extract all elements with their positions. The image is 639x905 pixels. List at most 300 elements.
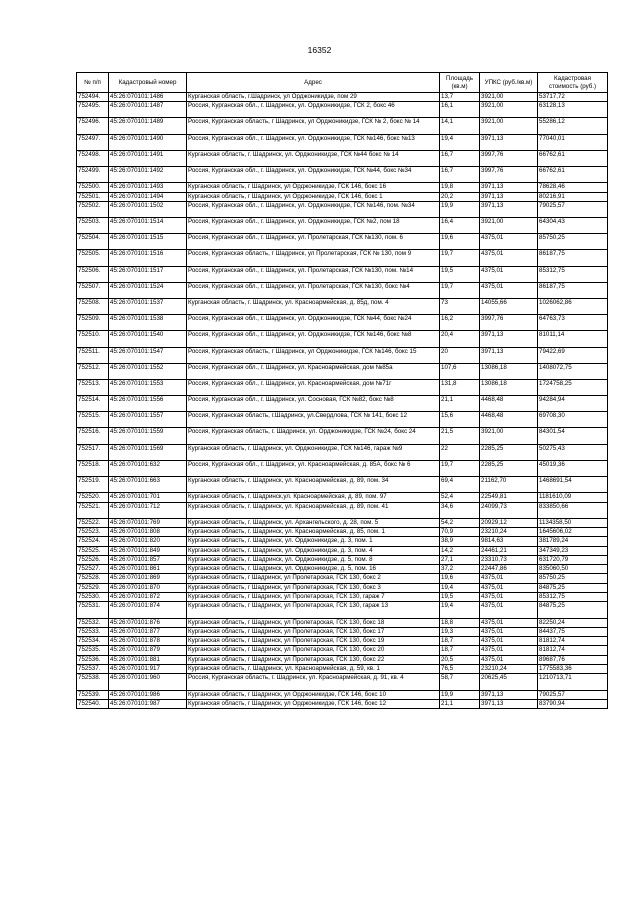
cell-area: 131,8 <box>440 379 480 395</box>
table-row <box>77 518 608 527</box>
cell-cadastral: 45:26:070101:1524 <box>109 282 187 298</box>
cell-area: 22 <box>440 444 480 460</box>
cell-upks: 3997,76 <box>480 150 538 166</box>
cell-cadastral: 45:26:070101:857 <box>109 555 187 564</box>
cell-cost: 1134358,50 <box>538 518 608 527</box>
cell-cadastral: 45:26:070101:870 <box>109 583 187 592</box>
table-row <box>77 183 608 192</box>
cell-num: 752521. <box>77 502 109 518</box>
table-row <box>77 477 608 493</box>
cell-cadastral: 45:26:070101:874 <box>109 602 187 618</box>
cell-area: 13,7 <box>440 93 480 102</box>
cell-upks: 23210,24 <box>480 665 538 674</box>
table-row <box>77 699 608 708</box>
cell-cadastral: 45:26:070101:1553 <box>109 379 187 395</box>
cell-upks: 4375,01 <box>480 266 538 282</box>
cell-address: Курганская область, г Шадринск, ул Пролетарская, ГСК 130, бокс 17 <box>187 627 440 636</box>
cell-cost: 1408072,75 <box>538 363 608 379</box>
cell-cost: 631720,79 <box>538 555 608 564</box>
cell-upks: 4375,01 <box>480 593 538 602</box>
cell-cadastral: 45:26:070101:1502 <box>109 201 187 217</box>
cell-cost: 82250,24 <box>538 618 608 627</box>
cell-cost: 79025,57 <box>538 201 608 217</box>
cell-area: 19,6 <box>440 234 480 250</box>
cell-area: 73 <box>440 298 480 314</box>
cell-cost: 86187,75 <box>538 250 608 266</box>
cell-address: Курганская область, г. Шадринск, ул. Красноармейская, д. 89, пом. 34 <box>187 477 440 493</box>
cell-upks: 20929,12 <box>480 518 538 527</box>
cell-address: Курганская область, г Шадринск, ул Пролетарская, ГСК 130, гараж 7 <box>187 593 440 602</box>
cell-upks: 3921,00 <box>480 118 538 134</box>
table-row <box>77 574 608 583</box>
cell-address: Россия, Курганская область, г Шадринск, ул Орджоникидзе, ГСК №146, бокс 15 <box>187 347 440 363</box>
cell-cost: 1645606,02 <box>538 527 608 536</box>
cell-area: 19,9 <box>440 690 480 699</box>
cell-address: Россия, Курганская обл., г. Шадринск, ул. Орджоникидзе, ГСК №2, пом 18 <box>187 218 440 234</box>
cell-address: Россия, Курганская область, г. Шадринск, ул. Орджоникидзе, ГСК №24, бокс 24 <box>187 428 440 444</box>
cell-area: 21,1 <box>440 396 480 412</box>
cell-address: Россия, Курганская обл., г. Шадринск, ул. Пролетарская, ГСК №130, бокс №4 <box>187 282 440 298</box>
cell-cost: 80216,91 <box>538 192 608 201</box>
cell-upks: 3971,13 <box>480 699 538 708</box>
cell-area: 21,5 <box>440 428 480 444</box>
cell-area: 52,4 <box>440 493 480 502</box>
cell-num: 752520. <box>77 493 109 502</box>
table-row <box>77 546 608 555</box>
cell-num: 752517. <box>77 444 109 460</box>
table-row <box>77 218 608 234</box>
cell-num: 752495. <box>77 102 109 118</box>
cell-upks: 3971,13 <box>480 183 538 192</box>
cell-num: 752508. <box>77 298 109 314</box>
cell-cost: 64304,43 <box>538 218 608 234</box>
table-row <box>77 460 608 476</box>
cell-address: Курганская область, г. Шадринск, ул. Орджоникидзе, ГСК №146, гараж №9 <box>187 444 440 460</box>
cell-cost: 85750,25 <box>538 234 608 250</box>
cell-area: 16,4 <box>440 218 480 234</box>
cell-num: 752530. <box>77 593 109 602</box>
table-row <box>77 150 608 166</box>
table-row <box>77 583 608 592</box>
cell-address: Россия, Курганская область, г. Шадринск, ул. Красноармейская, д. 91, кв. 4 <box>187 674 440 690</box>
cell-cost: 50275,43 <box>538 444 608 460</box>
cell-cadastral: 45:26:070101:1516 <box>109 250 187 266</box>
cell-upks: 3921,00 <box>480 428 538 444</box>
header-area: Площадь (кв.м) <box>440 73 480 93</box>
cell-upks: 3997,76 <box>480 315 538 331</box>
cell-cost: 66762,61 <box>538 167 608 183</box>
cell-cadastral: 45:26:070101:869 <box>109 574 187 583</box>
table-row <box>77 602 608 618</box>
table-row <box>77 315 608 331</box>
table-row <box>77 102 608 118</box>
cell-cadastral: 45:26:070101:878 <box>109 637 187 646</box>
cell-area: 19,7 <box>440 282 480 298</box>
cell-num: 752512. <box>77 363 109 379</box>
cell-upks: 4375,01 <box>480 250 538 266</box>
cell-upks: 22447,86 <box>480 565 538 574</box>
cell-cadastral: 45:26:070101:872 <box>109 593 187 602</box>
cell-upks: 21162,70 <box>480 477 538 493</box>
cell-upks: 4375,01 <box>480 637 538 646</box>
cell-cost: 85312,75 <box>538 593 608 602</box>
cell-cost: 83790,94 <box>538 699 608 708</box>
cell-cost: 381789,24 <box>538 537 608 546</box>
cell-cost: 835060,50 <box>538 565 608 574</box>
table-row <box>77 665 608 674</box>
cell-upks: 4375,01 <box>480 583 538 592</box>
cell-cadastral: 45:26:070101:1493 <box>109 183 187 192</box>
cell-address: Россия, Курганская обл., г. Шадринск, ул. Сосновая, ГСК №82, бокс №8 <box>187 396 440 412</box>
table-row <box>77 201 608 217</box>
table-row <box>77 379 608 395</box>
cell-upks: 23310,73 <box>480 555 538 564</box>
cell-address: Курганская область, г.Шадринск, ул Орджоникидзе, пом 29 <box>187 93 440 102</box>
cell-num: 752498. <box>77 150 109 166</box>
cell-cadastral: 45:26:070101:986 <box>109 690 187 699</box>
cell-area: 76,5 <box>440 665 480 674</box>
table-row <box>77 167 608 183</box>
cell-cadastral: 45:26:070101:876 <box>109 618 187 627</box>
cell-address: Россия, Курганская обл., г. Шадринск, ул. Красноармейская, д. 85А, бокс № 6 <box>187 460 440 476</box>
cell-num: 752524. <box>77 537 109 546</box>
table-row <box>77 192 608 201</box>
cell-cost: 85312,75 <box>538 266 608 282</box>
cell-cadastral: 45:26:070101:1490 <box>109 134 187 150</box>
cell-upks: 4375,01 <box>480 234 538 250</box>
cell-num: 752494. <box>77 93 109 102</box>
cell-cost: 347349,23 <box>538 546 608 555</box>
cell-area: 18,8 <box>440 618 480 627</box>
cell-upks: 4375,01 <box>480 627 538 636</box>
cell-area: 19,5 <box>440 593 480 602</box>
cell-cadastral: 45:26:070101:849 <box>109 546 187 555</box>
cell-cadastral: 45:26:070101:1547 <box>109 347 187 363</box>
cell-area: 18,7 <box>440 646 480 655</box>
cell-area: 19,3 <box>440 627 480 636</box>
cell-cost: 89687,76 <box>538 655 608 664</box>
cell-address: Россия, Курганская обл., г. Шадринск, ул. Орджоникидзе, ГСК 2, бокс 46 <box>187 102 440 118</box>
cell-area: 16,1 <box>440 102 480 118</box>
cell-area: 20,5 <box>440 655 480 664</box>
cell-cost: 84437,75 <box>538 627 608 636</box>
cell-address: Курганская область, г Шадринск, ул Пролетарская, ГСК 130, бокс 3 <box>187 583 440 592</box>
cell-area: 107,6 <box>440 363 480 379</box>
cell-cadastral: 45:26:070101:820 <box>109 537 187 546</box>
cell-upks: 2285,25 <box>480 460 538 476</box>
cell-area: 19,6 <box>440 574 480 583</box>
cell-upks: 9814,63 <box>480 537 538 546</box>
cell-upks: 14055,66 <box>480 298 538 314</box>
cell-num: 752503. <box>77 218 109 234</box>
table-row <box>77 502 608 518</box>
cell-num: 752529. <box>77 583 109 592</box>
cell-num: 752528. <box>77 574 109 583</box>
cell-num: 752532. <box>77 618 109 627</box>
cell-num: 752533. <box>77 627 109 636</box>
cell-cost: 1468691,54 <box>538 477 608 493</box>
table-row <box>77 347 608 363</box>
table-body <box>77 93 608 709</box>
cell-cadastral: 45:26:070101:1569 <box>109 444 187 460</box>
cell-num: 752527. <box>77 565 109 574</box>
cell-upks: 13086,18 <box>480 363 538 379</box>
cell-cost: 64763,73 <box>538 315 608 331</box>
table-row <box>77 282 608 298</box>
cell-num: 752497. <box>77 134 109 150</box>
cell-cadastral: 45:26:070101:1556 <box>109 396 187 412</box>
cell-cost: 84301,54 <box>538 428 608 444</box>
cell-num: 752534. <box>77 637 109 646</box>
cell-num: 752516. <box>77 428 109 444</box>
cell-address: Россия, Курганская область, г.Шадринск, ул.Свердлова, ГСК № 141, бокс 12 <box>187 412 440 428</box>
cell-address: Курганская область, г. Шадринск, ул. Орджоникидзе, ГСК №44 бокс № 14 <box>187 150 440 166</box>
cell-address: Курганская область, г Шадринск, ул Пролетарская, ГСК 130, гараж 13 <box>187 602 440 618</box>
table-row <box>77 266 608 282</box>
cell-cadastral: 45:26:070101:1557 <box>109 412 187 428</box>
cell-address: Россия, Курганская область, г Шадринск, ул Орджоникидзе, ГСК № 2, бокс № 14 <box>187 118 440 134</box>
cell-cadastral: 45:26:070101:960 <box>109 674 187 690</box>
cell-area: 19,8 <box>440 183 480 192</box>
cell-cost: 79422,69 <box>538 347 608 363</box>
cell-cost: 79025,57 <box>538 690 608 699</box>
cell-cost: 66762,61 <box>538 150 608 166</box>
cell-address: Курганская область, г. Шадринск, ул. Орджоникидзе, д. 5, пом. 8 <box>187 555 440 564</box>
cell-address: Курганская область, г Шадринск, ул Пролетарская, ГСК 130, бокс 19 <box>187 637 440 646</box>
cell-cadastral: 45:26:070101:1489 <box>109 118 187 134</box>
cell-num: 752511. <box>77 347 109 363</box>
cell-num: 752510. <box>77 331 109 347</box>
cell-upks: 20625,45 <box>480 674 538 690</box>
page-number: 16352 <box>307 45 332 55</box>
cell-address: Курганская область, г Шадринск, ул Пролетарская, ГСК 130, бокс 22 <box>187 655 440 664</box>
cell-cost: 1181610,09 <box>538 493 608 502</box>
cell-num: 752537. <box>77 665 109 674</box>
table-row <box>77 674 608 690</box>
cell-cost: 81812,74 <box>538 637 608 646</box>
table-row <box>77 527 608 536</box>
cell-cadastral: 45:26:070101:1486 <box>109 93 187 102</box>
cell-address: Россия, Курганская обл., г. Шадринск, ул. Красноармейская, дом №85а <box>187 363 440 379</box>
cell-upks: 4375,01 <box>480 646 538 655</box>
cell-upks: 3971,13 <box>480 134 538 150</box>
table-row <box>77 93 608 102</box>
cell-area: 19,4 <box>440 134 480 150</box>
cell-cost: 86187,75 <box>538 282 608 298</box>
cell-num: 752513. <box>77 379 109 395</box>
cell-address: Курганская область, г. Шадринск, ул. Орджоникидзе, д. 3, пом. 1 <box>187 537 440 546</box>
cell-area: 54,2 <box>440 518 480 527</box>
cell-num: 752506. <box>77 266 109 282</box>
table-row <box>77 363 608 379</box>
cell-area: 16,7 <box>440 150 480 166</box>
cell-area: 34,6 <box>440 502 480 518</box>
cell-upks: 3921,00 <box>480 93 538 102</box>
cell-num: 752504. <box>77 234 109 250</box>
cell-num: 752509. <box>77 315 109 331</box>
table-row <box>77 646 608 655</box>
table-row <box>77 690 608 699</box>
cell-cadastral: 45:26:070101:1514 <box>109 218 187 234</box>
cell-address: Россия, Курганская обл., г. Шадринск, ул. Пролетарская, ГСК №130, пом. №14 <box>187 266 440 282</box>
cell-num: 752522. <box>77 518 109 527</box>
cell-upks: 4375,01 <box>480 655 538 664</box>
cell-num: 752526. <box>77 555 109 564</box>
cell-area: 15,6 <box>440 412 480 428</box>
cell-area: 19,7 <box>440 460 480 476</box>
cell-cadastral: 45:26:070101:1517 <box>109 266 187 282</box>
cell-num: 752525. <box>77 546 109 555</box>
cell-cost: 1210713,71 <box>538 674 608 690</box>
header-upks: УПКС (руб./кв.м) <box>480 73 538 93</box>
table-row <box>77 298 608 314</box>
cell-cadastral: 45:26:070101:663 <box>109 477 187 493</box>
cell-cadastral: 45:26:070101:1515 <box>109 234 187 250</box>
cell-area: 16,7 <box>440 167 480 183</box>
cell-cadastral: 45:26:070101:1559 <box>109 428 187 444</box>
cell-area: 19,5 <box>440 266 480 282</box>
cell-address: Курганская область, г. Шадринск, ул. Красноармейская, д. 89, пом. 41 <box>187 502 440 518</box>
cell-address: Россия, Курганская обл., г. Шадринск, ул. Орджоникидзе, ГСК №146, пом. №34 <box>187 201 440 217</box>
cell-upks: 23210,24 <box>480 527 538 536</box>
cell-upks: 22549,81 <box>480 493 538 502</box>
cell-area: 21,1 <box>440 699 480 708</box>
table-row <box>77 627 608 636</box>
cell-address: Россия, Курганская обл., г. Шадринск, ул. Красноармейская, дом №71г <box>187 379 440 395</box>
header-cadastral: Кадастровый номер <box>109 73 187 93</box>
cell-area: 37,2 <box>440 565 480 574</box>
cell-cost: 77040,01 <box>538 134 608 150</box>
cell-cadastral: 45:26:070101:1491 <box>109 150 187 166</box>
cell-address: Курганская область, г. Шадринск, ул. Красноармейская, д. 85д, пом. 4 <box>187 298 440 314</box>
cell-area: 19,7 <box>440 250 480 266</box>
cell-cadastral: 45:26:070101:712 <box>109 502 187 518</box>
cell-address: Россия, Курганская обл., г. Шадринск, ул. Орджоникидзе, ГСК №146, бокс №13 <box>187 134 440 150</box>
table-row <box>77 118 608 134</box>
cell-address: Курганская область, г Шадринск, ул Пролетарская, ГСК 130, бокс 18 <box>187 618 440 627</box>
table-row <box>77 637 608 646</box>
header-num: № п/п <box>77 73 109 93</box>
cell-address: Россия, Курганская обл., г. Шадринск, ул. Орджоникидзе, ГСК №44, бокс №34 <box>187 167 440 183</box>
cell-address: Курганская область, г. Шадринск, ул. Архангельского, д. 28, пом. 5 <box>187 518 440 527</box>
header-cost: Кадастровая стоимость (руб.) <box>538 73 608 93</box>
cell-cost: 94284,94 <box>538 396 608 412</box>
cell-upks: 3971,13 <box>480 347 538 363</box>
cell-area: 18,7 <box>440 637 480 646</box>
cell-cost: 833850,66 <box>538 502 608 518</box>
cell-upks: 4468,48 <box>480 412 538 428</box>
cell-cadastral: 45:26:070101:877 <box>109 627 187 636</box>
cell-area: 38,9 <box>440 537 480 546</box>
table-row <box>77 134 608 150</box>
table-row <box>77 331 608 347</box>
cell-area: 19,4 <box>440 602 480 618</box>
cell-address: Россия, Курганская обл., г. Шадринск, ул. Орджоникидзе, ГСК №44, бокс №24 <box>187 315 440 331</box>
table-row <box>77 428 608 444</box>
cell-area: 20 <box>440 347 480 363</box>
cell-cadastral: 45:26:070101:917 <box>109 665 187 674</box>
cell-address: Курганская область, г Шадринск, ул Орджоникидзе, ГСК 146, бокс 12 <box>187 699 440 708</box>
cell-area: 14,1 <box>440 118 480 134</box>
cell-area: 16,2 <box>440 315 480 331</box>
cell-upks: 4375,01 <box>480 618 538 627</box>
table-row <box>77 655 608 664</box>
cell-address: Курганская область, г Шадринск, ул Пролетарская, ГСК 130, бокс 2 <box>187 574 440 583</box>
cell-upks: 3997,76 <box>480 167 538 183</box>
cell-address: Курганская область, г Шадринск, ул Пролетарская, ГСК 130, бокс 20 <box>187 646 440 655</box>
cell-upks: 24461,21 <box>480 546 538 555</box>
cell-num: 752536. <box>77 655 109 664</box>
cell-cadastral: 45:26:070101:632 <box>109 460 187 476</box>
cell-num: 752507. <box>77 282 109 298</box>
cell-address: Курганская область, г Шадринск, ул Орджоникидзе, ГСК 146, бокс 1 <box>187 192 440 201</box>
cell-cost: 1775583,36 <box>538 665 608 674</box>
cell-upks: 4375,01 <box>480 282 538 298</box>
cell-num: 752518. <box>77 460 109 476</box>
cell-cost: 55286,12 <box>538 118 608 134</box>
table-row <box>77 618 608 627</box>
cell-cost: 69708,30 <box>538 412 608 428</box>
cell-cadastral: 45:26:070101:1537 <box>109 298 187 314</box>
cell-upks: 4375,01 <box>480 602 538 618</box>
cell-upks: 3971,13 <box>480 690 538 699</box>
table-row <box>77 250 608 266</box>
cell-num: 752531. <box>77 602 109 618</box>
cell-upks: 24099,73 <box>480 502 538 518</box>
cell-address: Россия, Курганская обл., г. Шадринск, ул. Орджоникидзе, ГСК №146, бокс №8 <box>187 331 440 347</box>
cell-address: Курганская область, г. Шадринск, ул. Красноармейская, д. 59, кв. 1 <box>187 665 440 674</box>
cell-upks: 3971,13 <box>480 192 538 201</box>
cell-area: 27,1 <box>440 555 480 564</box>
cell-cadastral: 45:26:070101:879 <box>109 646 187 655</box>
cell-cadastral: 45:26:070101:881 <box>109 655 187 664</box>
cell-area: 20,4 <box>440 331 480 347</box>
header-address: Адрес <box>187 73 440 93</box>
cell-cadastral: 45:26:070101:1538 <box>109 315 187 331</box>
cell-address: Курганская область, г Шадринск, ул Орджоникидзе, ГСК 146, бокс 10 <box>187 690 440 699</box>
cell-upks: 3921,00 <box>480 218 538 234</box>
cell-cadastral: 45:26:070101:769 <box>109 518 187 527</box>
cell-cadastral: 45:26:070101:1552 <box>109 363 187 379</box>
cell-cost: 84875,25 <box>538 583 608 592</box>
table-row <box>77 593 608 602</box>
cell-num: 752505. <box>77 250 109 266</box>
cell-num: 752515. <box>77 412 109 428</box>
cell-num: 752539. <box>77 690 109 699</box>
cell-area: 69,4 <box>440 477 480 493</box>
cell-num: 752540. <box>77 699 109 708</box>
cell-address: Курганская область, г. Шадринск,ул. Красноармейская, д. 89, пом. 97 <box>187 493 440 502</box>
cell-upks: 3921,00 <box>480 102 538 118</box>
table-row <box>77 412 608 428</box>
cell-area: 20,2 <box>440 192 480 201</box>
cell-cost: 81011,14 <box>538 331 608 347</box>
cell-cost: 85750,25 <box>538 574 608 583</box>
cell-upks: 2285,25 <box>480 444 538 460</box>
cell-address: Курганская область, г. Шадринск, ул. Орджоникидзе, д. 5, пом. 16 <box>187 565 440 574</box>
cell-cost: 1026062,86 <box>538 298 608 314</box>
table-row <box>77 565 608 574</box>
cell-upks: 3971,13 <box>480 201 538 217</box>
cell-cadastral: 45:26:070101:987 <box>109 699 187 708</box>
cell-cadastral: 45:26:070101:1487 <box>109 102 187 118</box>
cell-cadastral: 45:26:070101:861 <box>109 565 187 574</box>
cell-address: Курганская область, г Шадринск, ул Орджоникидзе, ГСК 146, бокс 16 <box>187 183 440 192</box>
cell-num: 752535. <box>77 646 109 655</box>
cell-cost: 81812,74 <box>538 646 608 655</box>
cell-num: 752514. <box>77 396 109 412</box>
cadastral-table <box>76 72 608 709</box>
